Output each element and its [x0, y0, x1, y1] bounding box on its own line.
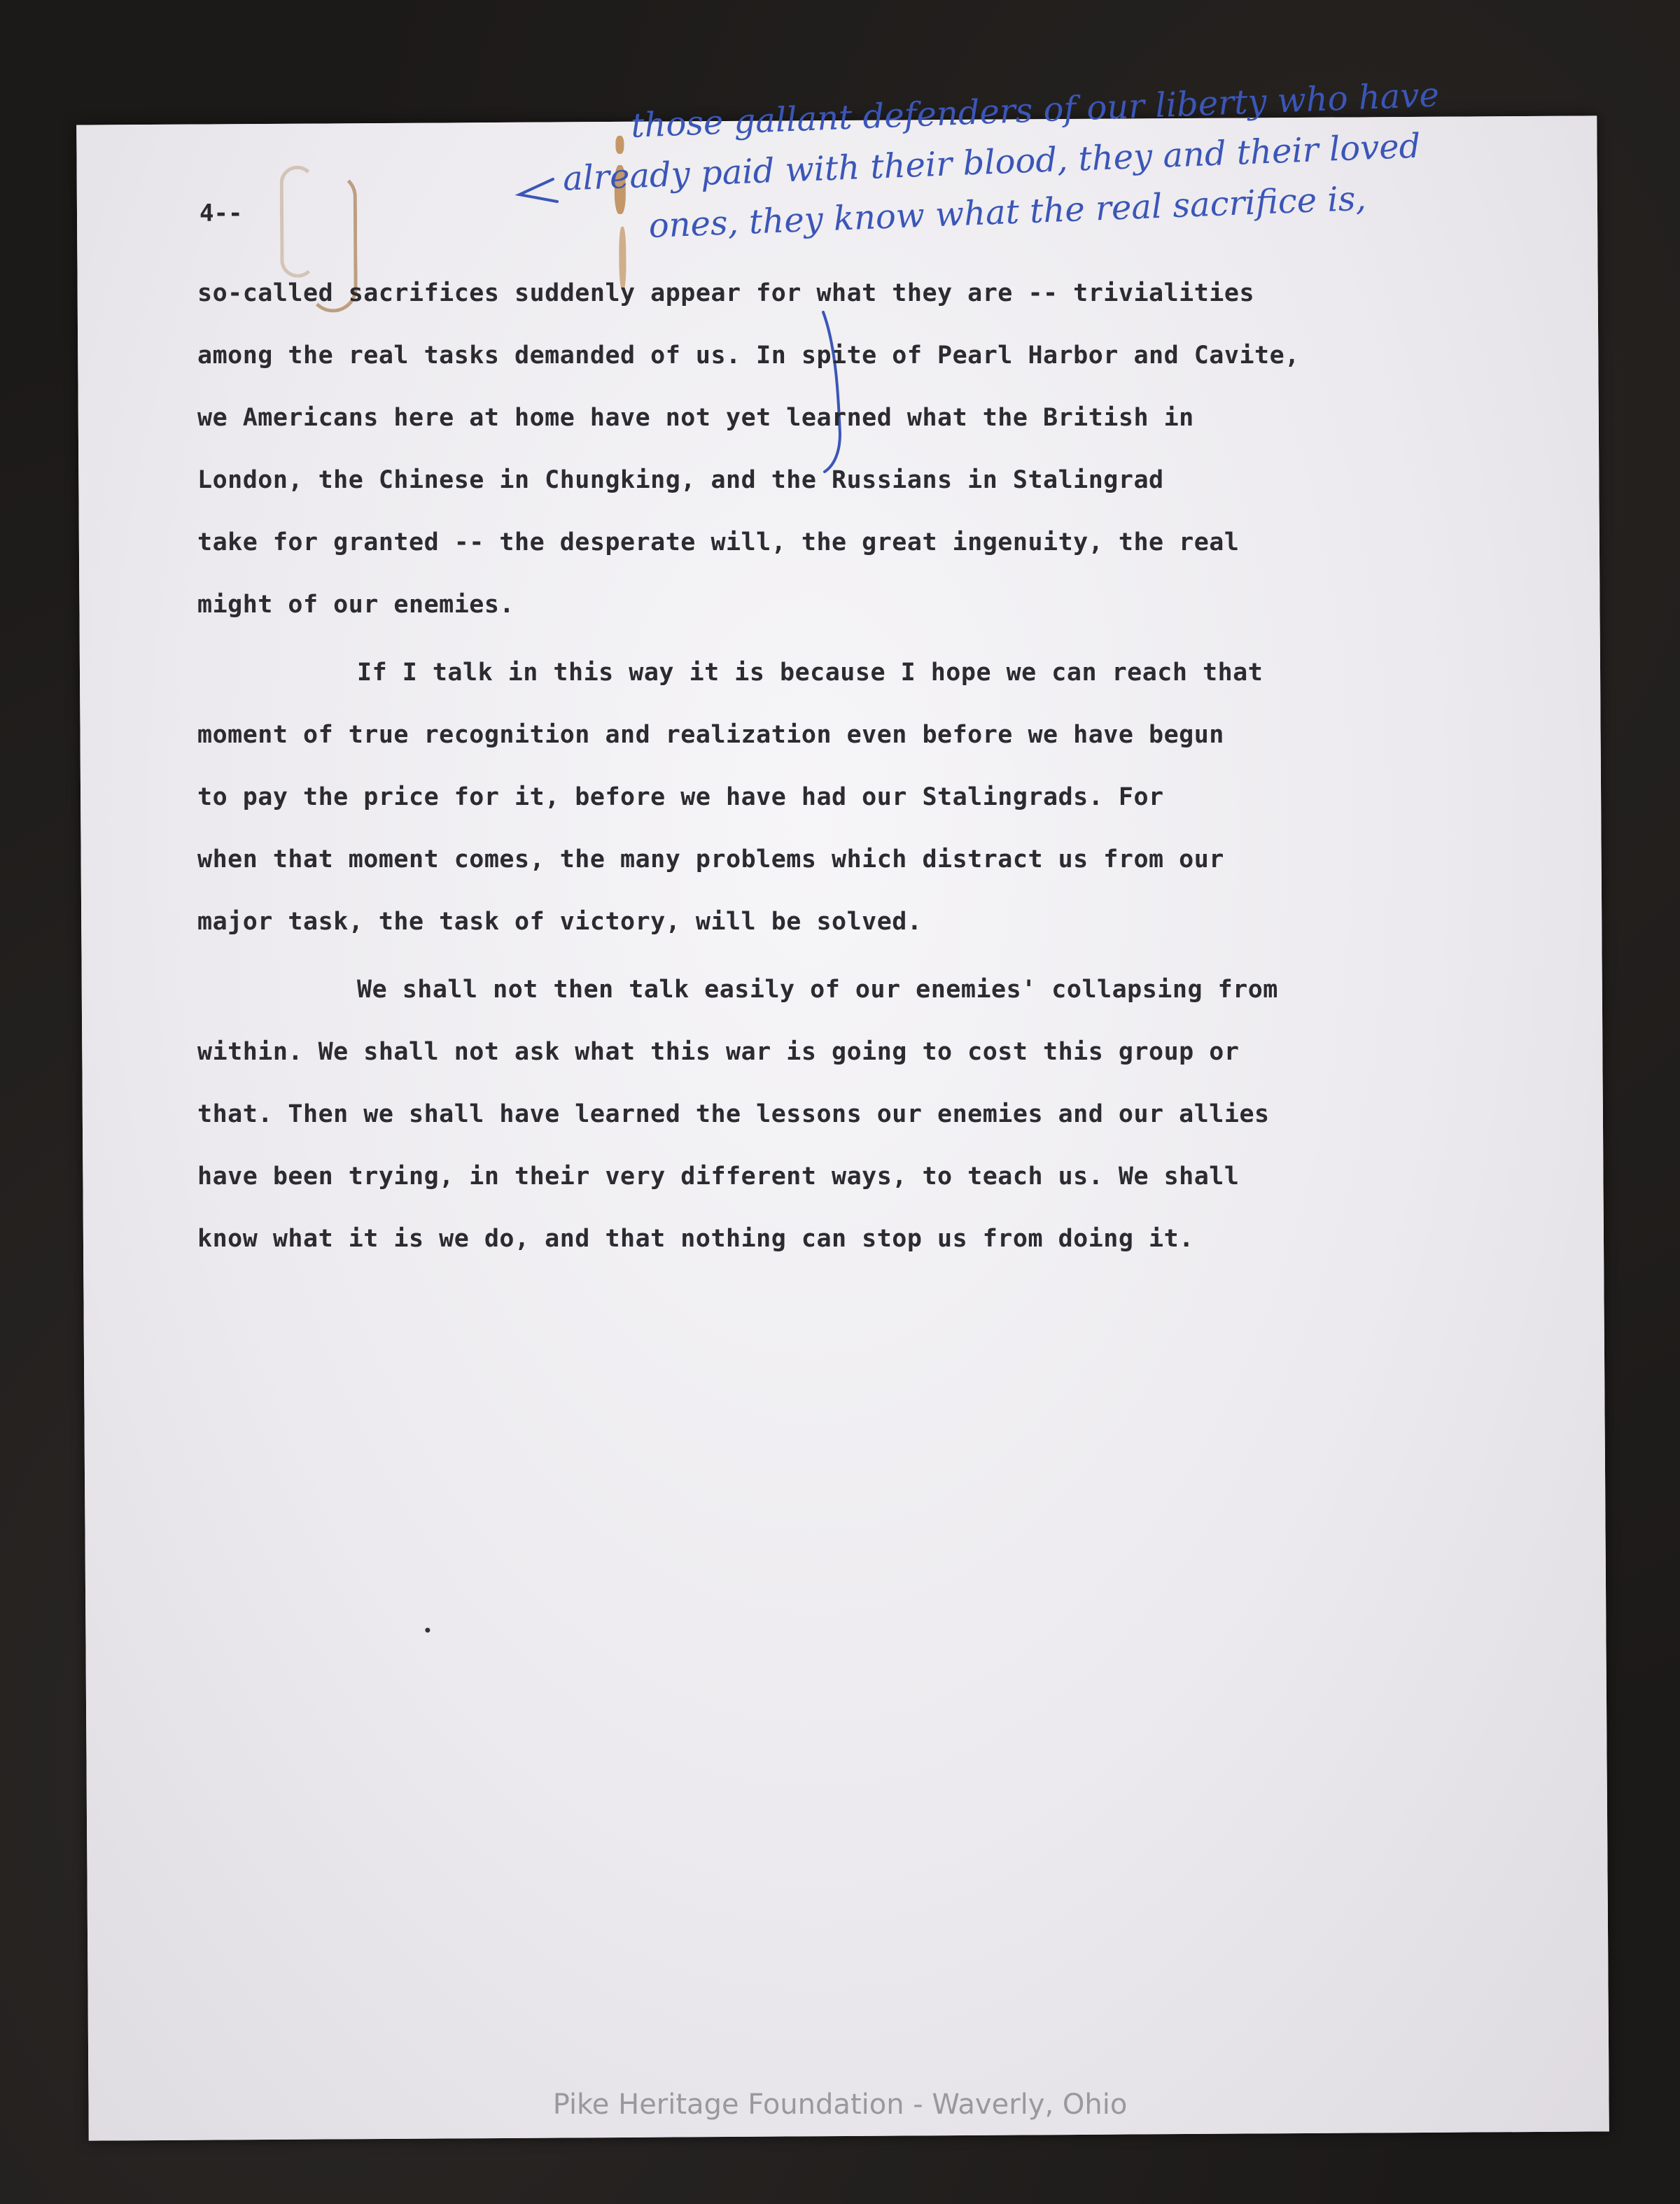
watermark: Pike Heritage Foundation - Waverly, Ohio [552, 2089, 1128, 2121]
text-line: within. We shall not ask what this war is going to cost this group or [197, 1038, 1240, 1066]
text-line: we Americans here at home have not yet learned what the British in [197, 404, 1194, 432]
text-line: among the real tasks demanded of us. In spite of Pearl Harbor and Cavite, [197, 342, 1300, 370]
annotation-line: ones, they know what the real sacrifice is, [648, 178, 1367, 246]
paragraph-1 [197, 262, 1429, 636]
text-line: London, the Chinese in Chungking, and the Russians in Stalingrad [197, 466, 1164, 494]
text-line: major task, the task of victory, will be solved. [197, 908, 923, 936]
text-line: take for granted -- the desperate will, the great ingenuity, the real [197, 528, 1240, 556]
text-line: If I talk in this way it is because I hope we can reach that [357, 659, 1264, 687]
ink-speck [425, 1628, 430, 1633]
text-line: have been trying, in their very different ways, to teach us. We shall [197, 1163, 1240, 1191]
paperclip-mark [280, 166, 316, 278]
text-line: know what it is we do, and that nothing can stop us from doing it. [197, 1225, 1194, 1253]
insertion-caret-icon [511, 174, 574, 216]
typed-body [197, 262, 1429, 1270]
text-line: so-called sacrifices suddenly appear for what they are -- trivialities [197, 279, 1255, 307]
text-line: moment of true recognition and realization even before we have begun [197, 721, 1224, 749]
annotation-line: already paid with their blood, they and their loved [562, 126, 1422, 199]
text-line: when that moment comes, the many problems which distract us from our [197, 845, 1224, 873]
text-line: to pay the price for it, before we have had our Stalingrads. For [197, 783, 1164, 811]
annotation-line: those gallant defenders of our liberty who have [630, 75, 1440, 146]
paragraph-2 [197, 642, 1429, 953]
text-line: might of our enemies. [197, 591, 515, 619]
text-line: We shall not then talk easily of our enemies' collapsing from [357, 976, 1278, 1004]
paragraph-3 [197, 959, 1429, 1270]
text-line: that. Then we shall have learned the lessons our enemies and our allies [197, 1100, 1270, 1128]
page-number: 4-- [200, 199, 243, 227]
